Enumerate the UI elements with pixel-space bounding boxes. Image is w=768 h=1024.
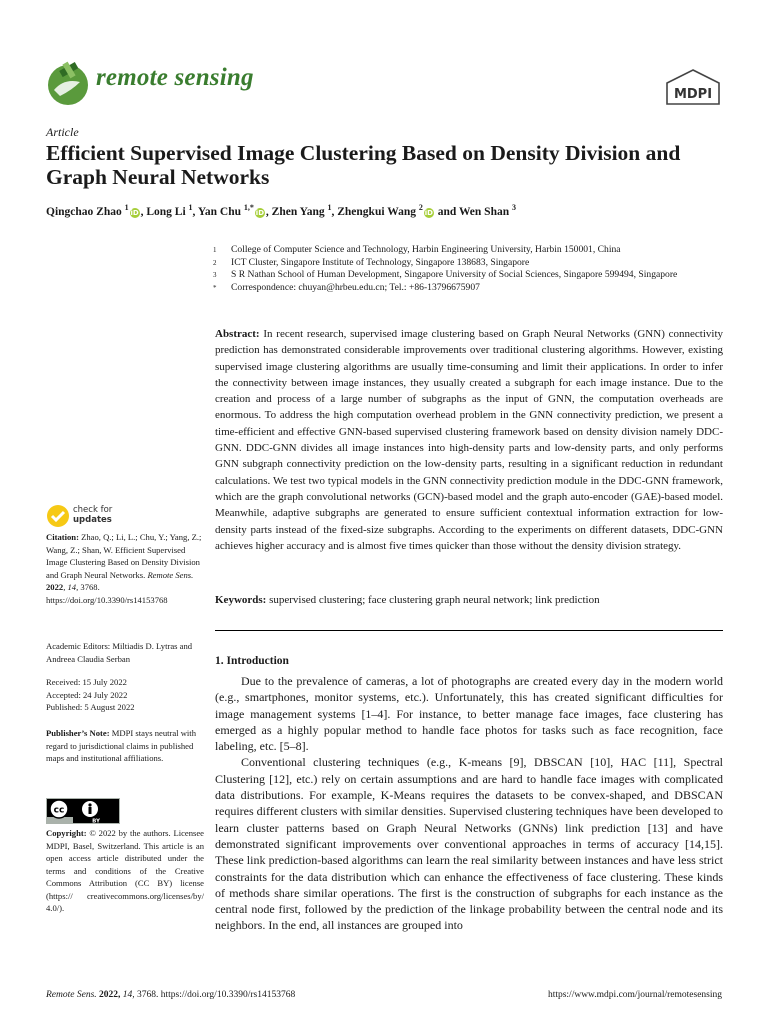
copyright-text: © 2022 by the authors. Licensee MDPI, Basel, Switzerland. This article is an open access article distributed under the terms and conditions of the Creative Commons Attribution (CC BY) license (https:// creativecommons.org/licenses/by/ 4.0/). bbox=[46, 828, 204, 913]
cc-icon: cc bbox=[53, 805, 65, 816]
author-name: Yan Chu bbox=[197, 205, 242, 218]
author-name: Zhen Yang bbox=[271, 205, 325, 218]
affiliation-text: College of Computer Science and Technology, Harbin Engineering University, Harbin 150001, China bbox=[231, 244, 621, 255]
author-affiliation-sup: 1 bbox=[188, 203, 193, 212]
cc-by-license-badge[interactable] bbox=[46, 798, 120, 824]
citation-block: Citation: Zhao, Q.; Li, L.; Chu, Y.; Yang, Z.; Wang, Z.; Shan, W. Efficient Supervised Image Clustering Based on Density Division and Graph Neural Networks. Remote Sens. 2022, 14, 3768. https://doi.org/10.3390/rs14153768 bbox=[46, 532, 202, 605]
publisher-note bbox=[46, 727, 204, 765]
author-affiliation-sup: 1 bbox=[327, 203, 332, 212]
abstract-text: In recent research, supervised image clustering based on Graph Neural Networks (GNN) connectivity prediction has demonstrated considerable improvements over traditional clustering algorithms. However, existing supervised image clustering algorithms are usually time-consuming and limit their applications. In order to infer the connectivity between image instances, they usually created a subgraph for each image instance. Due to the creation and process of a large number of subgraphs as the input of GNN, the computation overheads are enormous. To address the high computation overhead problem in the GNN connectivity prediction, we present a time-efficient and effective GNN-based supervised clustering framework based on density division namely DDC-GNN. DDC-GNN divides all image instances into high-density parts and low-density parts, and only performs GNN subgraph connectivity prediction on the low-density parts, resulting in a significant reduction in redundant calculations. We test two typical models in the GNN connectivity prediction module in the DDC-GNN framework, which are the graph convolutional networks (GCN)-based model and the graph auto-encoder (GAE)-based model. Meanwhile, adaptive subgraphs are generated to ensure sufficient contextual information extraction for low-density parts instead of the fixed-size subgraphs. According to the experiments on different datasets, DDC-GNN achieves higher accuracy and is almost five times quicker than those without the density division strategy. bbox=[215, 328, 723, 552]
orcid-icon[interactable]: iD bbox=[255, 208, 265, 217]
author-separator: , bbox=[140, 205, 147, 218]
abstract bbox=[215, 326, 723, 554]
author-name: Wen Shan bbox=[458, 205, 510, 218]
copyright-label: Copyright: bbox=[46, 828, 87, 838]
citation-vol: 14, bbox=[67, 582, 79, 592]
keywords-text: supervised clustering; face clustering graph neural network; link prediction bbox=[269, 594, 600, 606]
affiliation-number: * bbox=[213, 283, 217, 292]
citation-doi[interactable]: 3768. https://doi.org/10.3390/rs14153768 bbox=[46, 582, 168, 605]
author-list bbox=[46, 203, 726, 218]
abstract-label: Abstract: bbox=[215, 328, 260, 340]
section-heading: 1. Introduction bbox=[215, 655, 289, 667]
author-name: Zhengkui Wang bbox=[337, 205, 416, 218]
footer-citation bbox=[46, 990, 295, 1000]
author-affiliation-sup: 3 bbox=[512, 203, 516, 212]
pubnote-label: Publisher’s Note: bbox=[46, 728, 110, 738]
affiliation-row bbox=[213, 269, 723, 282]
paper-title: Efficient Supervised Image Clustering Based on Density Division and Graph Neural Networks bbox=[46, 141, 681, 189]
citation-journal: Remote Sens. bbox=[147, 569, 194, 580]
affiliation-row bbox=[213, 282, 723, 295]
footer-year: 2022, bbox=[99, 990, 121, 1000]
divider bbox=[215, 630, 723, 631]
author-affiliation-sup: 1 bbox=[124, 203, 129, 212]
author-affiliation-sup: 1,* bbox=[243, 203, 254, 212]
paragraph-2: Conventional clustering techniques (e.g., K-means [9], DBSCAN [10], HAC [11], Spectral Clustering [12], etc.) rely on certain assumptions and are hard to handle face images with complicated data distributions. For example, K-Means requires the datasets to be convex-shaped, and DBSCAN requires different clusters with similar densities. Supervised clustering techniques have been developed to learn cluster patterns based on Graph Neural Networks (GNNs) link prediction [13] and have demonstrated significant improvements over conventional approaches in terms of accuracy [14,15]. These link prediction-based algorithms can learn the real similarity between instances and have less strict constraints for the data distribution which can enhance the effectiveness of face clustering. These kinds of methods share similar operations. The first is the construction of subgraphs for each instance as the central node first, followed by the prediction of the linkage probability between the central node and its neighbors. In the end, all instances are grouped into bbox=[215, 755, 723, 933]
affiliation-number: 2 bbox=[213, 258, 217, 267]
footer-doi[interactable]: 3768. https://doi.org/10.3390/rs14153768 bbox=[137, 990, 296, 1000]
academic-editors: Academic Editors: Miltiadis D. Lytras and Andreea Claudia Serban bbox=[46, 641, 193, 664]
author-separator: , bbox=[192, 205, 198, 218]
affiliation-text: Correspondence: chuyan@hrbeu.edu.cn; Tel.: +86-13796675907 bbox=[231, 281, 480, 293]
citation-text: Zhao, Q.; Li, L.; Chu, Y.; Yang, Z.; Wang, Z.; Shan, W. Efficient Supervised Image Clustering Based on Density Division and Graph Neural Networks. bbox=[46, 532, 202, 580]
check-updates-icon bbox=[46, 504, 70, 528]
journal-logo bbox=[46, 60, 90, 106]
author-affiliation-sup: 2 bbox=[418, 203, 423, 212]
affiliation-number: 1 bbox=[213, 246, 217, 254]
by-icon: BY bbox=[92, 818, 100, 824]
citation-year: 2022 bbox=[46, 582, 64, 592]
orcid-icon[interactable]: iD bbox=[424, 208, 433, 217]
accepted-date: Accepted: 24 July 2022 bbox=[46, 689, 128, 700]
author-separator: and bbox=[434, 205, 459, 218]
dates-block bbox=[46, 676, 204, 714]
footer-vol: 14, bbox=[122, 990, 135, 1000]
journal-name: remote sensing bbox=[96, 64, 254, 91]
received-date: Received: 15 July 2022 bbox=[46, 677, 127, 687]
published-date: Published: 5 August 2022 bbox=[46, 702, 135, 712]
orcid-icon[interactable]: iD bbox=[130, 208, 139, 217]
article-type: Article bbox=[46, 125, 79, 139]
check-updates-line2: updates bbox=[73, 515, 112, 525]
check-for-updates[interactable] bbox=[46, 504, 156, 530]
footer-journal: Remote Sens. bbox=[46, 990, 97, 1000]
affiliations bbox=[213, 244, 723, 294]
section-body bbox=[215, 673, 723, 934]
keywords bbox=[215, 594, 723, 606]
mdpi-logo bbox=[663, 68, 723, 106]
affiliation-row bbox=[213, 244, 723, 257]
pubnote-text: MDPI stays neutral with regard to jurisdictional claims in published maps and institutional affiliations. bbox=[46, 728, 196, 763]
author-name: Long Li bbox=[146, 205, 186, 218]
author-separator: , bbox=[265, 205, 272, 218]
author-separator: , bbox=[331, 205, 338, 218]
footer-journal-url[interactable]: https://www.mdpi.com/journal/remotesensing bbox=[547, 990, 722, 1000]
check-updates-line1: check for bbox=[73, 505, 113, 515]
keywords-label: Keywords: bbox=[215, 594, 267, 606]
mdpi-logo-text: MDPI bbox=[673, 87, 713, 102]
paragraph-1: Due to the prevalence of cameras, a lot of photographs are created every day in the modern world (e.g., smartphones, monitor systems, etc.). Unfortunately, this has created significant difficulties for image management systems [1–4]. For instance, to better manage face images, face clustering has emerged as a highly popular method to handle face photos for tasks such as face recognition, face labeling, etc. [5–8]. bbox=[215, 674, 723, 754]
affiliation-number: 3 bbox=[213, 271, 217, 279]
affiliation-text: ICT Cluster, Singapore Institute of Technology, Singapore 138683, Singapore bbox=[231, 256, 530, 268]
affiliation-text: S R Nathan School of Human Development, Singapore University of Social Sciences, Singapore 599494, Singapore bbox=[231, 269, 678, 280]
author-name: Qingchao Zhao bbox=[46, 205, 122, 218]
affiliation-row bbox=[213, 257, 723, 270]
copyright-block bbox=[46, 827, 204, 915]
citation-label: Citation: bbox=[46, 532, 79, 542]
